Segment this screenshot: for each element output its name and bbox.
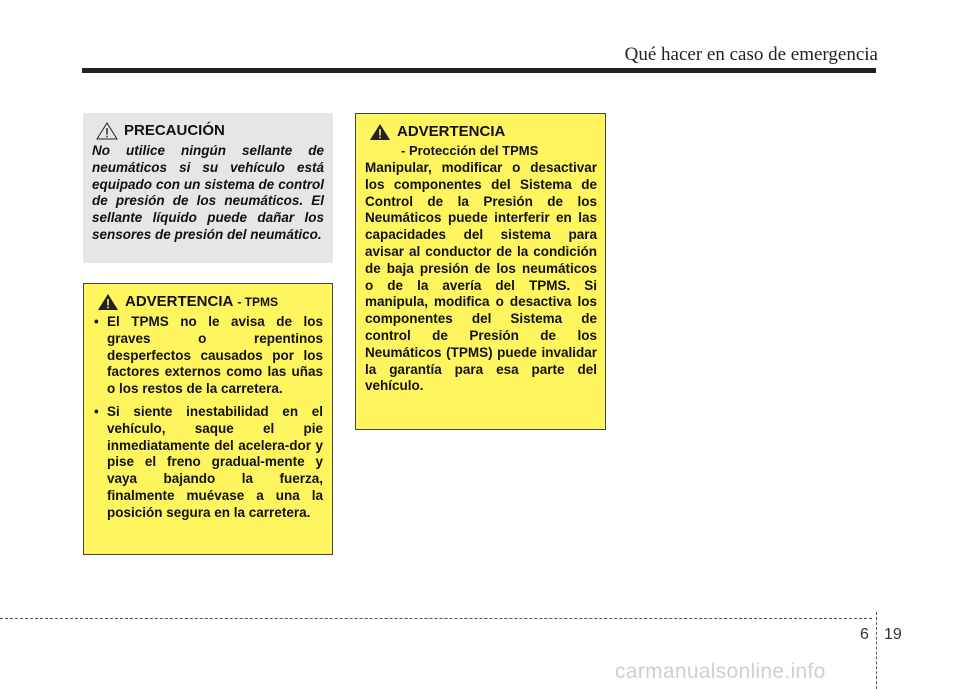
watermark: carmanualsonline.info	[615, 660, 826, 683]
caution-title: PRECAUCIÓN	[124, 121, 225, 139]
warning-tpms-title: ADVERTENCIA	[125, 292, 234, 310]
warning-protection-title: ADVERTENCIA	[397, 122, 506, 140]
warning-tpms-list	[93, 314, 323, 522]
caution-box	[83, 113, 333, 263]
warning-tpms-title-line	[93, 292, 323, 312]
list-item: • El TPMS no le avisa de los graves o repentinos desperfectos causados por los factores externos como las uñas o los restos de la carretera.	[93, 314, 323, 398]
warning-tpms-title-suffix: - TPMS	[237, 294, 279, 309]
caution-title-line	[92, 121, 324, 141]
list-item: • Si siente inestabilidad en el vehículo, saque el pie inmediatamente del acelera-dor y pise el freno gradual-mente y vaya bajando la fuerza, finalmente muévase a una la posición segura en la carretera.	[93, 404, 323, 522]
header-rule	[82, 68, 876, 73]
warning-protection-subtitle: - Protección del TPMS	[401, 143, 539, 158]
warning-protection-body: Manipular, modificar o desactivar los componentes del Sistema de Control de la Presión de los Neumáticos puede interferir en las capacidades del sistema para avisar al conductor de la condición de baja presión de los neumáticos o de la avería del TPMS. Si manipula, modifica o desactiva los componentes del Sistema de control de Presión de los Neumáticos (TPMS) puede invalidar la garantía para esa parte del vehículo.	[365, 160, 597, 394]
caution-body: No utilice ningún sellante de neumáticos si su vehículo está equipado con un sistema de control de presión de los neumáticos. El sellante líquido puede dañar los sensores de presión del neumático.	[92, 143, 324, 242]
page-header-title: Qué hacer en caso de emergencia	[624, 44, 878, 65]
warning-tpms-box	[83, 283, 333, 555]
footer-rule	[0, 618, 872, 619]
warning-protection-title-line	[365, 122, 597, 142]
page-number: 19	[884, 626, 902, 643]
warning-protection-box	[355, 113, 606, 430]
warning-filled-icon	[369, 123, 391, 141]
chapter-number: 6	[860, 626, 869, 643]
warning-filled-icon	[97, 293, 119, 311]
warning-outline-icon	[96, 122, 118, 140]
footer-divider	[876, 612, 877, 689]
